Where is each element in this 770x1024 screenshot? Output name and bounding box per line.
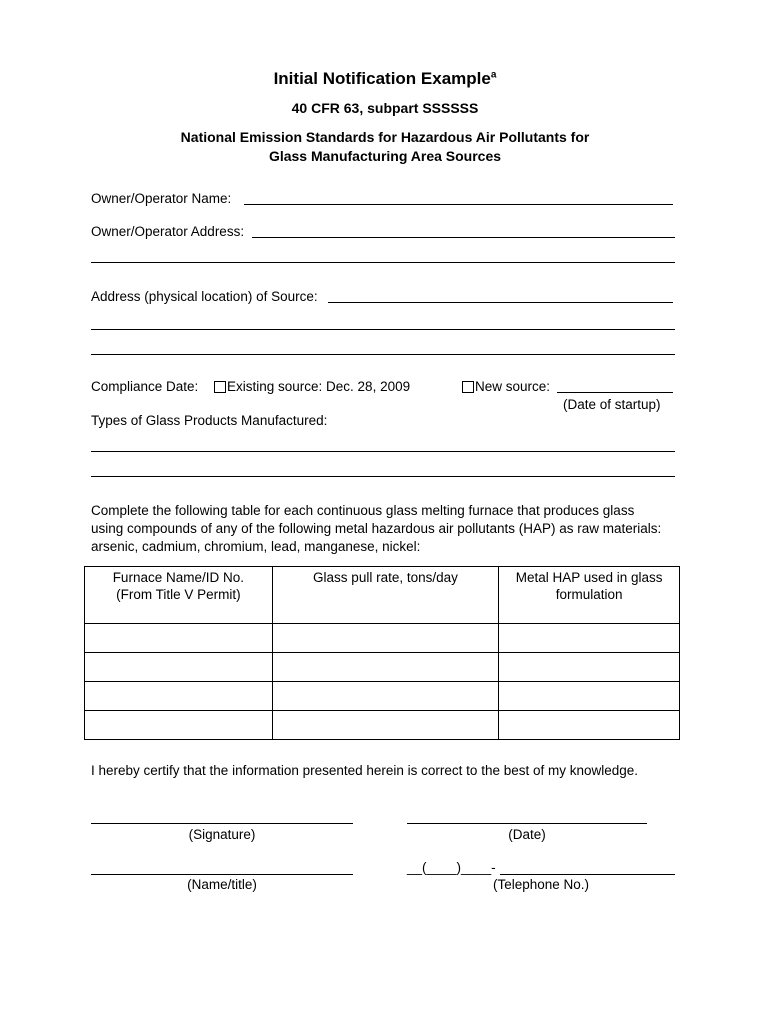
signature-label: (Signature) — [188, 827, 256, 842]
furnace-table — [84, 566, 680, 740]
name-title-label: (Name/title) — [187, 877, 257, 892]
instructions-line-2: using compounds of any of the following metal hazardous air pollutants (HAP) as raw materials: — [91, 521, 662, 536]
table-row — [85, 711, 680, 740]
source-address-label: Address (physical location) of Source: — [91, 289, 318, 304]
owner-address-field[interactable] — [252, 237, 675, 238]
date-of-startup-label: (Date of startup) — [563, 397, 661, 412]
new-source-date-field[interactable] — [557, 392, 673, 393]
new-source-label: New source: — [475, 379, 551, 394]
telephone-label: (Telephone No.) — [492, 877, 590, 892]
instructions-line-1: Complete the following table for each continuous glass melting furnace that produces glass — [91, 503, 635, 518]
footnote-marker: a — [490, 69, 497, 81]
telephone-prefix: __(____)____- — [407, 860, 496, 875]
table-row — [85, 624, 680, 653]
owner-address-label: Owner/Operator Address: — [91, 224, 245, 239]
table-cell[interactable] — [499, 653, 680, 682]
date-field[interactable] — [407, 823, 647, 824]
table-row — [85, 653, 680, 682]
glass-products-field-line-2[interactable] — [91, 476, 675, 477]
table-cell[interactable] — [85, 682, 273, 711]
name-title-field[interactable] — [91, 874, 353, 875]
table-cell[interactable] — [499, 624, 680, 653]
owner-address-field-line-2[interactable] — [91, 262, 675, 263]
new-source-checkbox[interactable] — [462, 381, 474, 393]
source-address-field-line-3[interactable] — [91, 354, 675, 355]
form-title: Initial Notification Example$^a$ — [273, 69, 497, 88]
owner-name-label: Owner/Operator Name: — [91, 191, 232, 206]
table-header-row — [85, 567, 680, 624]
table-cell[interactable] — [272, 711, 499, 740]
new-source-option[interactable] — [462, 379, 550, 394]
regulation-citation: 40 CFR 63, subpart SSSSSS — [291, 100, 479, 116]
glass-products-field-line-1[interactable] — [91, 451, 675, 452]
table-cell[interactable] — [272, 624, 499, 653]
header-glass-pull-rate: Glass pull rate, tons/day — [272, 567, 499, 624]
glass-products-label: Types of Glass Products Manufactured: — [91, 413, 328, 428]
compliance-date-label: Compliance Date: — [91, 379, 199, 394]
table-cell[interactable] — [85, 624, 273, 653]
existing-source-checkbox[interactable] — [214, 381, 226, 393]
table-cell[interactable] — [85, 653, 273, 682]
table-cell[interactable] — [499, 711, 680, 740]
table-row — [85, 682, 680, 711]
certification-statement: I hereby certify that the information presented herein is correct to the best of my knowledge. — [91, 763, 639, 778]
existing-source-option[interactable] — [214, 379, 410, 394]
subtitle-line-1: National Emission Standards for Hazardous Air Pollutants for — [180, 129, 590, 145]
table-cell[interactable] — [272, 682, 499, 711]
date-label: (Date) — [508, 827, 546, 842]
signature-field[interactable] — [91, 823, 353, 824]
table-cell[interactable] — [85, 711, 273, 740]
owner-name-field[interactable] — [244, 204, 673, 205]
table-cell[interactable] — [272, 653, 499, 682]
instructions-line-3: arsenic, cadmium, chromium, lead, manganese, nickel: — [91, 539, 421, 554]
source-address-field-line-2[interactable] — [91, 329, 675, 330]
existing-source-label: Existing source: Dec. 28, 2009 — [227, 379, 411, 394]
table-instructions — [91, 502, 691, 556]
source-address-field[interactable] — [328, 302, 673, 303]
form-subtitle — [0, 128, 770, 166]
subtitle-line-2: Glass Manufacturing Area Sources — [268, 148, 502, 164]
table-cell[interactable] — [499, 682, 680, 711]
header-furnace-name: Furnace Name/ID No. (From Title V Permit) — [85, 567, 273, 624]
telephone-field[interactable] — [500, 874, 675, 875]
header-metal-hap: Metal HAP used in glass formulation — [499, 567, 680, 624]
